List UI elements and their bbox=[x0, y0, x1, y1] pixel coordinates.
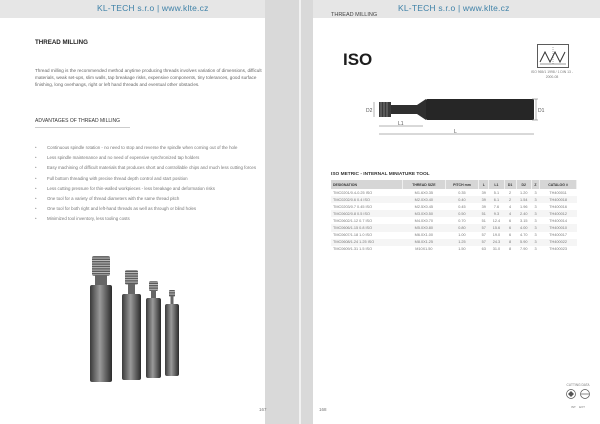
table-row bbox=[331, 239, 577, 246]
table-row bbox=[331, 196, 577, 203]
table-cell: 1.96 bbox=[520, 204, 528, 209]
table-row bbox=[331, 210, 577, 217]
table-cell: M5.0X0.80 bbox=[403, 224, 446, 231]
tool-small bbox=[146, 281, 161, 378]
advantages-title: ADVANTAGES OF THREAD MILLING bbox=[35, 118, 121, 124]
column-header: CATALOG # bbox=[540, 180, 577, 189]
table-cell: 12.4 bbox=[492, 218, 501, 223]
table-row bbox=[331, 246, 577, 253]
table-cell: 7.6 bbox=[493, 204, 500, 209]
table-cell: 19.0 bbox=[492, 233, 501, 238]
table-cell: 2 bbox=[504, 196, 516, 203]
drawing-taper bbox=[417, 99, 426, 120]
table-cell: 2.40 bbox=[516, 210, 531, 217]
table-title: ISO METRIC - INTERNAL MINIATURE TOOL bbox=[331, 172, 430, 177]
table-cell: M6.0X1.00 bbox=[414, 233, 434, 238]
left-page bbox=[0, 0, 299, 424]
table-cell: TH400012 bbox=[540, 210, 577, 217]
table-cell: M2.0X0.40 bbox=[403, 196, 446, 203]
left-site-title: KL-TECH s.r.o | www.klte.cz bbox=[97, 3, 209, 13]
table-row bbox=[331, 217, 577, 224]
table-cell: TMC0602/1.12 0.7 ISO bbox=[333, 218, 373, 223]
table-cell: 5.90 bbox=[516, 239, 531, 246]
table-cell: 6 bbox=[509, 218, 512, 223]
table-cell: 5.1 bbox=[493, 190, 500, 195]
table-cell: M3.0X0.50 bbox=[403, 210, 446, 217]
table-row bbox=[331, 232, 577, 239]
cutting-data-int: INT bbox=[571, 405, 576, 409]
table-cell: 57 bbox=[481, 233, 486, 238]
table-cell: TH400017 bbox=[549, 233, 567, 238]
column-header: PITCH mm bbox=[445, 180, 479, 189]
drawing-shank bbox=[426, 99, 534, 120]
column-header: D2 bbox=[516, 180, 531, 189]
table-cell: 3 bbox=[534, 233, 537, 238]
cutting-data-title: CUTTING DATA bbox=[566, 383, 590, 387]
page-number-left: 167 bbox=[259, 407, 267, 412]
table-cell: 57 bbox=[479, 239, 489, 246]
table-cell: 1.00 bbox=[458, 233, 466, 238]
table-cell: 9.3 bbox=[489, 210, 504, 217]
table-cell: 3 bbox=[534, 190, 537, 195]
table-row bbox=[331, 189, 577, 196]
table-cell: M2.5X0.45 bbox=[414, 204, 434, 209]
column-header: THREAD SIZE bbox=[403, 180, 446, 189]
table-cell: TH400014 bbox=[549, 218, 567, 223]
advantages-list bbox=[35, 145, 267, 227]
table-cell: 8 bbox=[504, 239, 516, 246]
table-cell: 39 bbox=[481, 204, 486, 209]
dimension-d2: D2 bbox=[366, 108, 373, 114]
table-body bbox=[331, 189, 577, 253]
table-cell: 6 bbox=[509, 233, 512, 238]
table-cell: TMC0202/0.6 0.4 ISO bbox=[331, 196, 403, 203]
iso-title: ISO bbox=[343, 50, 373, 69]
table-cell: TH400011 bbox=[549, 190, 567, 195]
breadcrumb: THREAD MILLING bbox=[331, 12, 378, 18]
advantage-item: • Minimized tool inventory, less tooling costs bbox=[35, 216, 267, 222]
table-cell: TH400022 bbox=[540, 239, 577, 246]
tool-large bbox=[90, 256, 112, 382]
page-number-right: 168 bbox=[319, 407, 327, 412]
table-cell: 3 bbox=[534, 247, 537, 252]
table-cell: 1.50 bbox=[458, 247, 466, 252]
table-cell: 15.6 bbox=[489, 224, 504, 231]
table-cell: 0.45 bbox=[458, 204, 466, 209]
table-cell: 2 bbox=[509, 190, 512, 195]
table-cell: 4.70 bbox=[520, 233, 528, 238]
table-cell: 51 bbox=[481, 218, 486, 223]
table-cell: 6.1 bbox=[489, 196, 504, 203]
column-header: L1 bbox=[489, 180, 504, 189]
cutting-data-icon bbox=[563, 388, 593, 400]
table-cell: 3 bbox=[531, 224, 539, 231]
column-header: DESIGNATION bbox=[331, 180, 403, 189]
column-header: Z bbox=[531, 180, 539, 189]
table-row bbox=[331, 203, 577, 210]
dimension-d1: D1 bbox=[538, 108, 545, 114]
column-header: L bbox=[479, 180, 489, 189]
table-cell: 3.15 bbox=[520, 218, 528, 223]
cutting-data-ext: EXT bbox=[579, 405, 585, 409]
table-cell: 63 bbox=[481, 247, 486, 252]
table-cell: M8.0X1.25 bbox=[403, 239, 446, 246]
table-cell: 3 bbox=[534, 218, 537, 223]
cutting-data-labels bbox=[563, 405, 593, 409]
cutting-data-legend bbox=[563, 383, 593, 409]
tool-mini bbox=[165, 290, 179, 376]
tool-table bbox=[331, 180, 577, 253]
table-cell: 1.25 bbox=[445, 239, 479, 246]
advantage-item: • One tool for a variety of thread diameters with the same thread pitch bbox=[35, 196, 267, 202]
advantage-item: • One tool for both right and left-hand threads as well as through or blind holes bbox=[35, 206, 267, 212]
table-cell: 3 bbox=[531, 210, 539, 217]
right-page bbox=[301, 0, 600, 424]
table-cell: 39 bbox=[481, 190, 486, 195]
intro-paragraph: Thread milling is the recommended method anytime producing threads involves variation of dimensions, difficult materials, weak set-ups, slim walls, tap breakage risks, expensive components, tiny tolerances, good surface finishing, long overhangs, right or left hand threads and eventual other obstacles. bbox=[35, 68, 262, 87]
table-cell: TH400010 bbox=[540, 224, 577, 231]
left-sidebar-band bbox=[265, 0, 299, 424]
table-cell: TMC0609/1.31 1.5 ISO bbox=[333, 247, 373, 252]
iso-thread-profile-icon bbox=[537, 44, 569, 68]
table-cell: 31.0 bbox=[492, 247, 501, 252]
section-title: THREAD MILLING bbox=[35, 39, 88, 46]
table-cell: TMC0607/1.18 1.0 ISO bbox=[333, 233, 373, 238]
table-cell: 24.3 bbox=[489, 239, 504, 246]
table-cell: M1.6X0.35 bbox=[414, 190, 434, 195]
table-cell: 3 bbox=[531, 239, 539, 246]
table-cell: TMC0606/1.15 0.8 ISO bbox=[331, 224, 403, 231]
table-cell: M4.0X0.70 bbox=[414, 218, 434, 223]
table-header-row bbox=[331, 180, 577, 189]
table-cell: 39 bbox=[479, 196, 489, 203]
table-cell: TH400018 bbox=[540, 196, 577, 203]
dimension-l1: L1 bbox=[398, 121, 404, 127]
table-cell: 0.35 bbox=[458, 190, 466, 195]
table-cell: 4 bbox=[509, 204, 512, 209]
table-cell: 4.00 bbox=[516, 224, 531, 231]
table-cell: 4 bbox=[504, 210, 516, 217]
table-cell: 51 bbox=[479, 210, 489, 217]
table-cell: 1.20 bbox=[520, 190, 528, 195]
table-cell: TMC0201/0.4-0.25 ISO bbox=[333, 190, 373, 195]
table-cell: 7.90 bbox=[520, 247, 528, 252]
drawing-neck bbox=[391, 105, 417, 114]
advantage-item: • Easy machining of difficult materials that produces short and controllable chips and much less cutting forces bbox=[35, 165, 267, 171]
table-cell: 1.54 bbox=[516, 196, 531, 203]
table-cell: 3 bbox=[534, 204, 537, 209]
table-cell: 0.70 bbox=[458, 218, 466, 223]
table-cell: 57 bbox=[479, 224, 489, 231]
table-cell: 6 bbox=[504, 224, 516, 231]
table-cell: 0.40 bbox=[445, 196, 479, 203]
standard-reference: ISO 965/1 1998 / 1 DIN 13 - 2000-08 bbox=[530, 70, 574, 79]
tool-medium bbox=[122, 270, 141, 380]
table-cell: 8 bbox=[509, 247, 512, 252]
table-cell: 0.50 bbox=[445, 210, 479, 217]
table-cell: TH400016 bbox=[549, 204, 567, 209]
right-sidebar-band bbox=[301, 0, 313, 424]
table-cell: TMC0608/1.24 1.25 ISO bbox=[331, 239, 403, 246]
table-row bbox=[331, 224, 577, 231]
table-cell: 3 bbox=[531, 196, 539, 203]
table-cell: TMC0203/0.7 0.45 ISO bbox=[333, 204, 373, 209]
column-header: D1 bbox=[504, 180, 516, 189]
table-cell: TMC0602/0.8 0.5 ISO bbox=[331, 210, 403, 217]
thread-mill-tools-photo bbox=[90, 248, 190, 384]
table-cell: M10X1.50 bbox=[415, 247, 433, 252]
advantage-item: • Continuous spindle rotation - no need to stop and reverse the spindle when coming out of the hole bbox=[35, 145, 267, 151]
advantages-underline bbox=[35, 127, 130, 128]
right-site-title: KL-TECH s.r.o | www.klte.cz bbox=[398, 3, 510, 13]
tool-dimension-drawing bbox=[366, 88, 546, 140]
advantage-item: • Less spindle maintenance and no need of expensive synchronized tap holders bbox=[35, 155, 267, 161]
table-cell: 0.80 bbox=[445, 224, 479, 231]
advantage-item: • Full bottom threading with precise thread depth control and start position bbox=[35, 176, 267, 182]
dimension-l: L bbox=[454, 129, 457, 135]
advantage-item: • Less cutting pressure for thin-walled workpieces - less breakage and deformation risks bbox=[35, 186, 267, 192]
table-cell: TH400023 bbox=[549, 247, 567, 252]
